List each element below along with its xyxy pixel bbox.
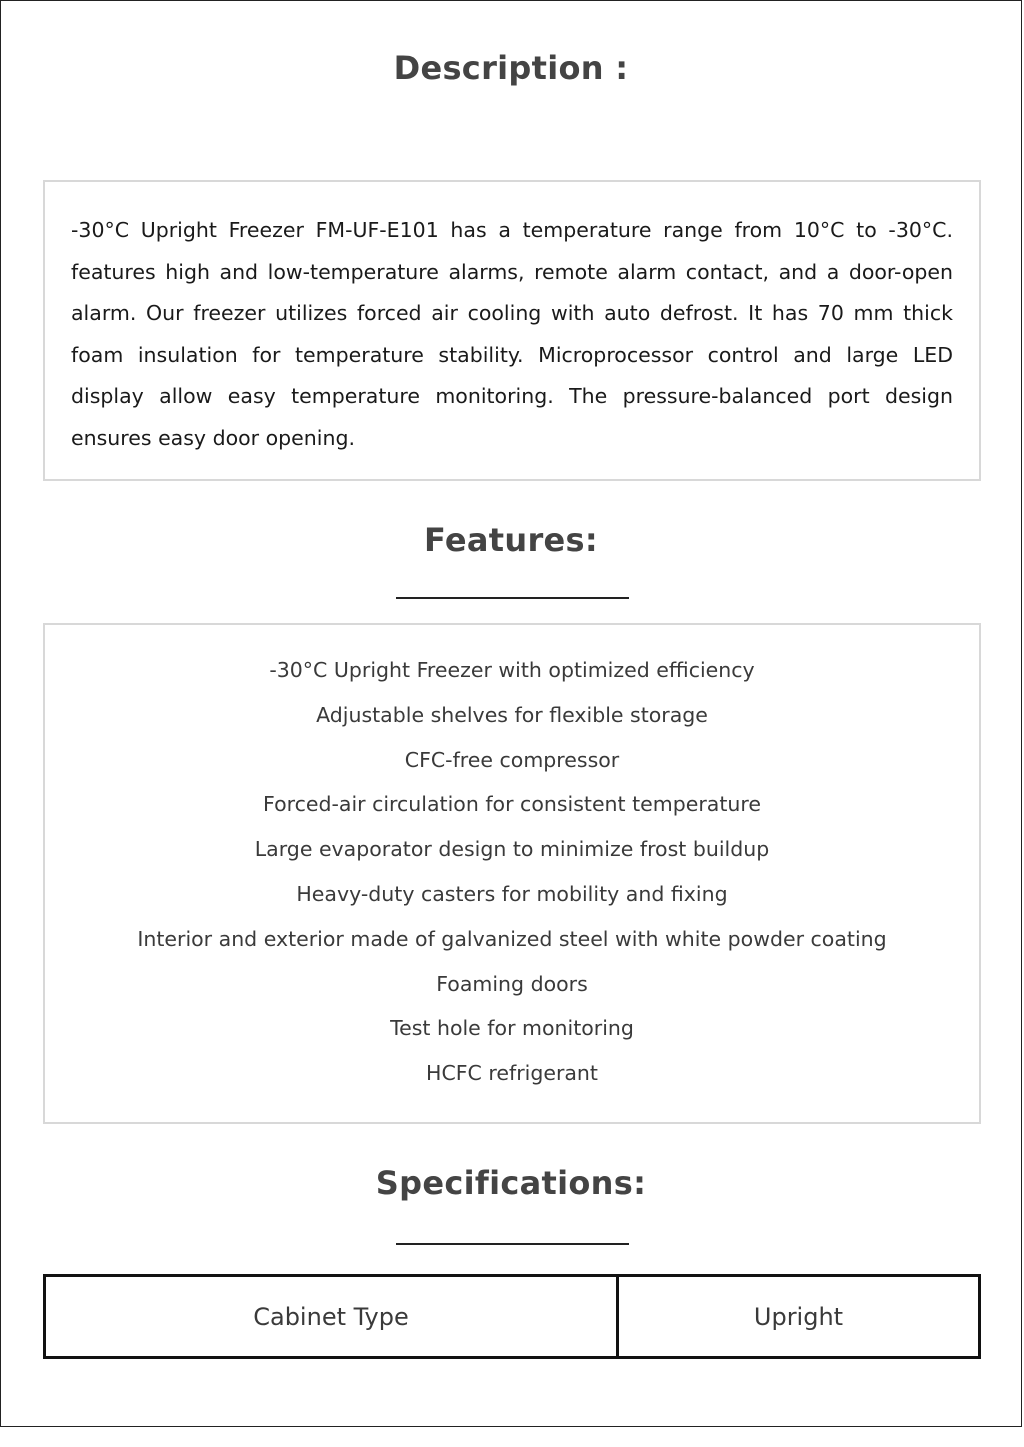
feature-item: Heavy-duty casters for mobility and fixing (296, 881, 728, 906)
spec-value-cabinet-type: Upright (618, 1276, 980, 1358)
feature-item: Adjustable shelves for flexible storage (316, 702, 708, 727)
features-box (43, 623, 981, 1124)
feature-item: -30°C Upright Freezer with optimized efficiency (269, 658, 755, 682)
feature-item: Forced-air circulation for consistent temperature (263, 792, 761, 817)
feature-item: CFC-free compressor (404, 747, 620, 772)
features-heading-underline (396, 597, 629, 599)
features-list (45, 648, 979, 1096)
feature-item: HCFC refrigerant (426, 1061, 598, 1086)
table-row (45, 1276, 980, 1358)
feature-item: Interior and exterior made of galvanized steel with white powder coating (137, 926, 887, 951)
features-heading: Features: (424, 521, 598, 559)
specifications-heading-underline (396, 1243, 629, 1245)
specifications-table (43, 1274, 981, 1359)
feature-item: Foaming doors (436, 971, 588, 996)
description-text: -30°C Upright Freezer FM-UF-E101 has a temperature range from 10°C to -30°C. features high and low-temperature alarms, remote alarm contact, and a door-open alarm. Our freezer utilizes forced air cooling with auto defrost. It has 70 mm thick foam insulation for temperature stability. Microprocessor control and large LED display allow easy temperature monitoring. The pressure-balanced port design ensures easy door opening. (71, 218, 953, 450)
description-heading: Description : (393, 49, 629, 87)
spec-label-cabinet-type: Cabinet Type (45, 1276, 618, 1358)
description-box (43, 180, 981, 481)
feature-item: Large evaporator design to minimize frost buildup (254, 837, 770, 862)
feature-item: Test hole for monitoring (390, 1016, 634, 1041)
specifications-heading: Specifications: (375, 1164, 647, 1202)
